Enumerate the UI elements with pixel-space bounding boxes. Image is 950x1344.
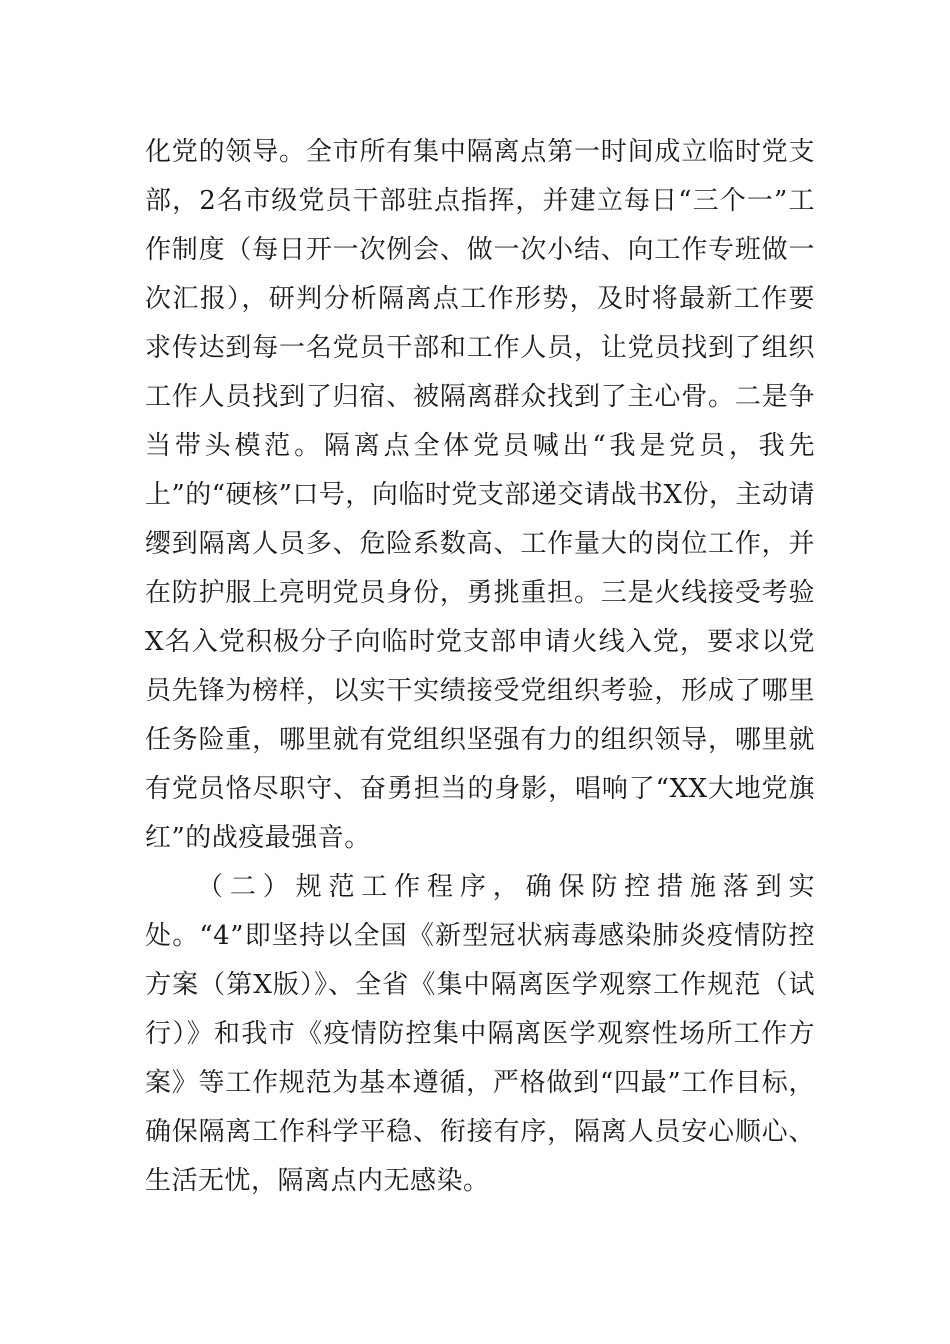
body-text xyxy=(145,128,815,1206)
paragraph-section-2: （二）规范工作程序，确保防控措施落到实处。“4”即坚持以全国《新型冠状病毒感染肺炎疫情防控方案（第X版）》、全省《集中隔离医学观察工作规范（试行）》和我市《疫情防控集中隔离医学观察性场所工作方案》等工作规范为基本遵循，严格做到“四最”工作目标，确保隔离工作科学平稳、衔接有序，隔离人员安心顺心、生活无忧，隔离点内无感染。 xyxy=(145,872,815,1196)
paragraph-continued: 化党的领导。全市所有集中隔离点第一时间成立临时党支部，2名市级党员干部驻点指挥，并建立每日“三个一”工作制度（每日开一次例会、做一次小结、向工作专班做一次汇报），研判分析隔离点工作形势，及时将最新工作要求传达到每一名党员干部和工作人员，让党员找到了组织工作人员找到了归宿、被隔离群众找到了主心骨。二是争当带头模范。隔离点全体党员喊出“我是党员，我先上”的“硬核”口号，向临时党支部递交请战书X份，主动请缨到隔离人员多、危险系数高、工作量大的岗位工作，并在防护服上亮明党员身份，勇挑重担。三是火线接受考验X名入党积极分子向临时党支部申请火线入党，要求以党员先锋为榜样，以实干实绩接受党组织考验，形成了哪里任务险重，哪里就有党组织坚强有力的组织领导，哪里就有党员恪尽职守、奋勇担当的身影，唱响了“XX大地党旗红”的战疫最强音。 xyxy=(145,137,815,853)
